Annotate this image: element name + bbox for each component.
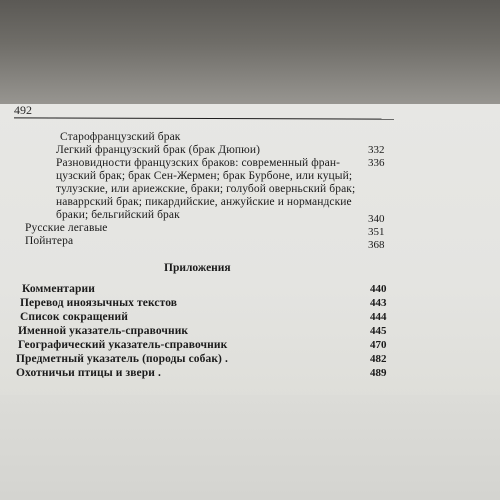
toc-entry-text: Пойнтера (25, 235, 74, 247)
toc-entry-page: 336 (368, 157, 385, 169)
toc-entry-text: Старофранцузский брак (60, 131, 181, 143)
toc-entry-text: Разновидности французских браков: современный фран- (56, 157, 341, 169)
toc-entry-page: 340 (368, 213, 385, 225)
book-cover-strip (0, 0, 500, 108)
appendix-entry-text: Список сокращений (20, 311, 128, 323)
toc-entry-text: Легкий французский брак (брак Дюпюи) (56, 144, 261, 156)
toc-entry-page: 351 (368, 226, 385, 238)
appendix-entry-page: 445 (370, 325, 387, 337)
toc-entry-page: 368 (368, 239, 385, 251)
toc-entry-text: наваррский брак; пикардийские, анжуйские и нормандские (56, 196, 352, 208)
appendix-entry-text: Комментарии (22, 283, 95, 295)
toc-entry-page: 332 (368, 144, 385, 156)
appendix-entry-text: Предметный указатель (породы собак) . (16, 353, 228, 365)
appendix-entry-page: 482 (370, 353, 387, 365)
toc-entry-text: тулузские, или ариежские, браки; голубой оверньский брак; (56, 183, 356, 195)
appendix-entry-page: 440 (370, 283, 387, 295)
appendix-entry-text: Перевод иноязычных текстов (20, 297, 178, 309)
appendix-entry-page: 489 (370, 367, 387, 379)
page-lower-area (0, 395, 500, 500)
toc-entry-text: цузский брак; брак Сен-Жермен; брак Бурбоне, или куцый; (56, 170, 353, 182)
page-number: 492 (14, 103, 32, 117)
appendix-entry-text: Охотничьи птицы и звери . (16, 367, 161, 379)
appendix-entry-text: Географический указатель-справочник (18, 339, 228, 351)
appendix-entry-text: Именной указатель-справочник (18, 325, 189, 337)
toc-entry-text: браки; бельгийский брак (56, 209, 180, 221)
appendix-entry-page: 443 (370, 297, 387, 309)
toc-entry-text: Русские легавые (25, 222, 108, 234)
appendix-entry-page: 444 (370, 311, 387, 323)
appendix-entry-page: 470 (370, 339, 387, 351)
appendix-heading: Приложения (164, 262, 231, 274)
